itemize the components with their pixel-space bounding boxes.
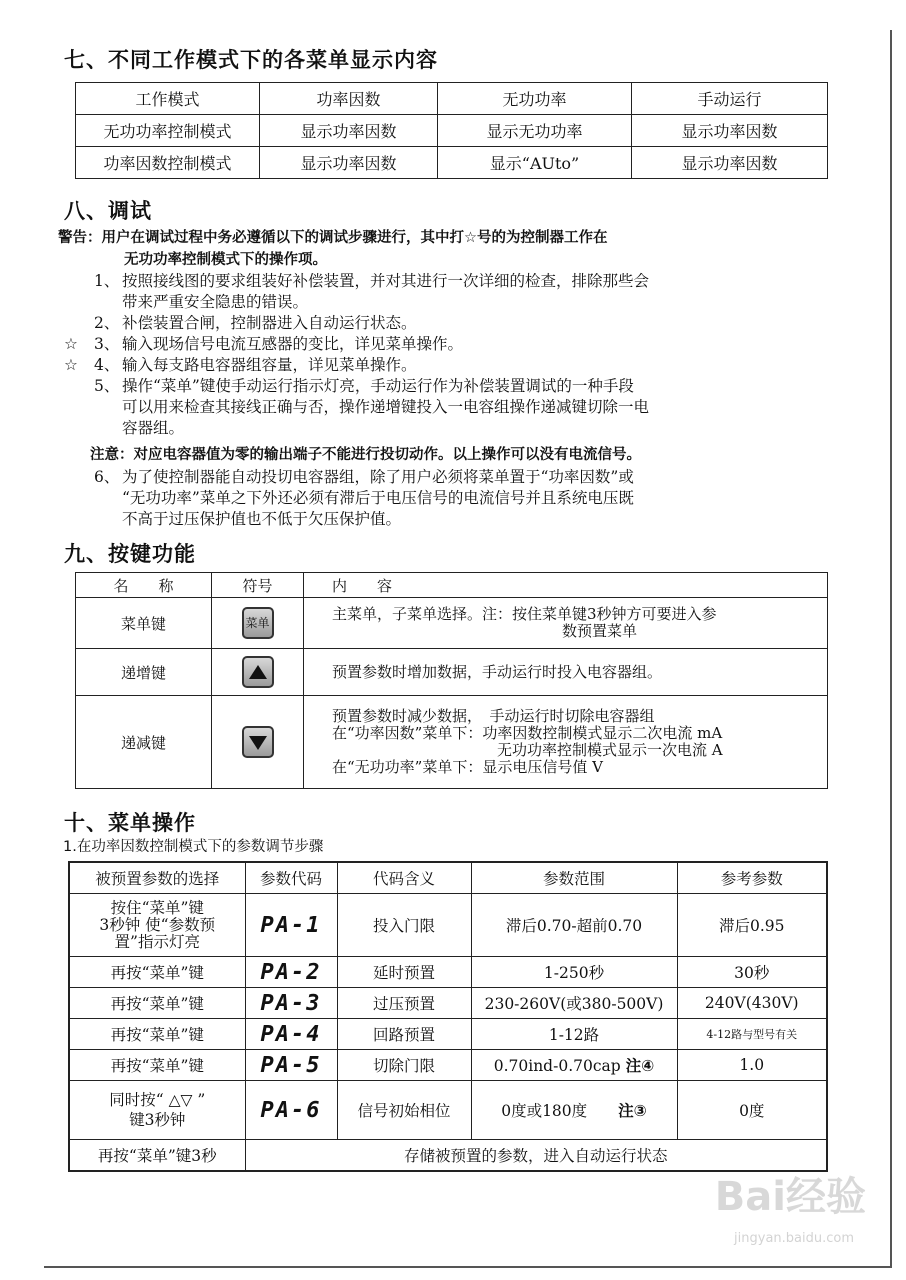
item-number: 3、 (94, 335, 120, 353)
desc-line: 在“无功功率”菜单下：显示电压信号值 V (332, 758, 603, 776)
header-cell: 参考参数 (677, 862, 827, 894)
table-row (69, 1019, 827, 1050)
watermark-url: jingyan.baidu.com (734, 1231, 854, 1246)
param-ref: 240V(430V) (677, 988, 827, 1019)
key-name: 菜单键 (76, 598, 212, 649)
param-meaning: 回路预置 (337, 1019, 471, 1050)
table-row (69, 957, 827, 988)
table-row (76, 649, 828, 696)
header-cell: 代码含义 (337, 862, 471, 894)
item-line: 补偿装置合闸，控制器进入自动运行状态。 (122, 314, 417, 332)
warning-block (58, 227, 844, 271)
table-cell: 显示“AUto” (438, 147, 632, 179)
selection-line: 同时按“ △▽ ” (109, 1091, 206, 1109)
list-item (64, 355, 844, 376)
header-cell: 被预置参数的选择 (69, 862, 245, 894)
param-ref: 0度 (677, 1081, 827, 1140)
item-number: 2、 (94, 314, 120, 332)
down-triangle-icon (242, 726, 274, 758)
table-row (69, 1081, 827, 1140)
header-cell: 功率因数 (260, 83, 438, 115)
param-code: PA-4 (245, 1019, 337, 1050)
desc-line: 无功功率控制模式显示一次电流 A (332, 741, 723, 759)
item-line: 输入现场信号电流互感器的变比，详见菜单操作。 (122, 335, 464, 353)
item-line: 容器组。 (122, 419, 185, 437)
param-range: 0.70ind-0.70cap (493, 1057, 621, 1075)
table-header-row (69, 862, 827, 894)
selection-cell: 再按“菜单”键 (69, 1019, 245, 1050)
param-meaning: 信号初始相位 (337, 1081, 471, 1140)
selection-cell (69, 1081, 245, 1140)
table-cell: 显示功率因数 (260, 147, 438, 179)
table-row (76, 598, 828, 649)
mode-display-table (75, 82, 828, 179)
selection-line: 3秒钟 使“参数预 (99, 915, 216, 934)
table-cell: 显示功率因数 (632, 147, 828, 179)
star-icon: ☆ (64, 335, 78, 353)
desc-line: 在“功率因数”菜单下：功率因数控制模式显示二次电流 mA (332, 724, 723, 742)
table-row (69, 894, 827, 957)
up-triangle-icon (242, 656, 274, 688)
table-row (69, 988, 827, 1019)
header-cell: 内 容 (304, 573, 828, 598)
warning-text-cont: 无功功率控制模式下的操作项。 (124, 252, 327, 268)
header-cell: 参数代码 (245, 862, 337, 894)
param-note: 注④ (625, 1057, 655, 1075)
list-item (64, 467, 844, 530)
table-cell: 显示无功功率 (438, 115, 632, 147)
table-row (76, 115, 828, 147)
param-range: 0度或180度 (501, 1102, 588, 1120)
header-cell: 参数范围 (471, 862, 677, 894)
desc-line: 主菜单，子菜单选择。注：按住菜单键3秒钟方可要进入参 (332, 605, 717, 623)
header-cell: 无功功率 (438, 83, 632, 115)
param-range: 230-260V(或380-500V) (471, 988, 677, 1019)
desc-line: 预置参数时减少数据， 手动运行时切除电容器组 (332, 707, 655, 725)
param-ref: 30秒 (677, 957, 827, 988)
selection-line: 键3秒钟 (129, 1111, 186, 1129)
item-line: 带来严重安全隐患的错误。 (122, 293, 309, 311)
table-row (69, 1050, 827, 1081)
table-row (76, 147, 828, 179)
param-code: PA-6 (245, 1081, 337, 1140)
parameter-table (68, 861, 828, 1172)
header-cell: 手动运行 (632, 83, 828, 115)
watermark-logo: Bai经验 (714, 1174, 866, 1220)
item-number: 1、 (94, 272, 120, 290)
table-cell: 显示功率因数 (260, 115, 438, 147)
header-cell: 工作模式 (76, 83, 260, 115)
key-function-table (75, 572, 828, 789)
key-description (304, 649, 828, 696)
item-number: 4、 (94, 356, 120, 374)
param-range-cell (471, 1081, 677, 1140)
warning-text: 用户在调试过程中务必遵循以下的调试步骤进行，其中打☆号的为控制器工作在 (101, 230, 608, 246)
list-item (64, 313, 844, 334)
star-icon: ☆ (64, 356, 78, 374)
selection-cell: 再按“菜单”键 (69, 1050, 245, 1081)
param-meaning: 过压预置 (337, 988, 471, 1019)
item-number: 5、 (94, 377, 120, 395)
param-ref: 4-12路与型号有关 (677, 1019, 827, 1050)
param-range: 1-12路 (471, 1019, 677, 1050)
table-header-row (76, 573, 828, 598)
item-line: 输入每支路电容器组容量，详见菜单操作。 (122, 356, 417, 374)
param-ref: 1.0 (677, 1050, 827, 1081)
param-meaning: 投入门限 (337, 894, 471, 957)
section-10-title: 十、菜单操作 (64, 811, 196, 835)
table-cell: 功率因数控制模式 (76, 147, 260, 179)
param-range: 滞后0.70-超前0.70 (471, 894, 677, 957)
subsection-title: 1.在功率因数控制模式下的参数调节步骤 (63, 839, 324, 855)
section-9-title: 九、按键功能 (64, 542, 196, 566)
selection-cell: 再按“菜单”键3秒 (69, 1140, 245, 1172)
list-item (64, 334, 844, 355)
param-code: PA-1 (245, 894, 337, 957)
item-line: 为了使控制器能自动投切电容器组，除了用户必须将菜单置于“功率因数”或 (122, 468, 634, 486)
key-name: 递增键 (76, 649, 212, 696)
table-cell: 显示功率因数 (632, 115, 828, 147)
param-ref: 滞后0.95 (677, 894, 827, 957)
param-meaning: 延时预置 (337, 957, 471, 988)
param-range-cell (471, 1050, 677, 1081)
key-description (304, 598, 828, 649)
desc-line: 数预置菜单 (562, 622, 638, 640)
key-description (304, 696, 828, 789)
item-line: 按照接线图的要求组装好补偿装置，并对其进行一次详细的检查，排除那些会 (122, 272, 650, 290)
selection-cell (69, 894, 245, 957)
item-line: 可以用来检查其接线正确与否，操作递增键投入一电容组操作递减键切除一电 (122, 398, 650, 416)
selection-line: 按住“菜单”键 (110, 898, 204, 917)
note-text: 注意：对应电容器值为零的输出端子不能进行投切动作。以上操作可以没有电流信号。 (90, 447, 641, 463)
key-symbol-cell (212, 598, 304, 649)
selection-line: 置”指示灯亮 (114, 932, 200, 951)
menu-key-icon: 菜单 (242, 607, 274, 639)
param-code: PA-2 (245, 957, 337, 988)
param-code: PA-3 (245, 988, 337, 1019)
table-row (76, 696, 828, 789)
list-item (64, 376, 844, 439)
selection-cell: 再按“菜单”键 (69, 988, 245, 1019)
param-code: PA-5 (245, 1050, 337, 1081)
key-name: 递减键 (76, 696, 212, 789)
key-symbol-cell (212, 649, 304, 696)
param-range: 1-250秒 (471, 957, 677, 988)
selection-cell: 再按“菜单”键 (69, 957, 245, 988)
table-header-row (76, 83, 828, 115)
table-cell: 无功功率控制模式 (76, 115, 260, 147)
param-note: 注③ (618, 1102, 647, 1120)
store-params-text: 存储被预置的参数，进入自动运行状态 (245, 1140, 827, 1172)
desc-line: 预置参数时增加数据，手动运行时投入电容器组。 (332, 662, 663, 681)
header-cell: 名 称 (76, 573, 212, 598)
list-item (64, 271, 844, 313)
param-meaning: 切除门限 (337, 1050, 471, 1081)
warning-label: 警告： (58, 230, 102, 246)
document (58, 46, 844, 1172)
item-number: 6、 (94, 468, 120, 486)
table-row (69, 1140, 827, 1172)
header-cell: 符号 (212, 573, 304, 598)
key-symbol-cell (212, 696, 304, 789)
item-line: 不高于过压保护值也不低于欠压保护值。 (122, 510, 402, 528)
item-line: 操作“菜单”键使手动运行指示灯亮，手动运行作为补偿装置调试的一种手段 (122, 377, 634, 395)
section-8-title: 八、调试 (64, 199, 152, 223)
item-line: “无功功率”菜单之下外还必须有滞后于电压信号的电流信号并且系统电压既 (122, 489, 634, 507)
section-7-title: 七、不同工作模式下的各菜单显示内容 (64, 48, 438, 72)
